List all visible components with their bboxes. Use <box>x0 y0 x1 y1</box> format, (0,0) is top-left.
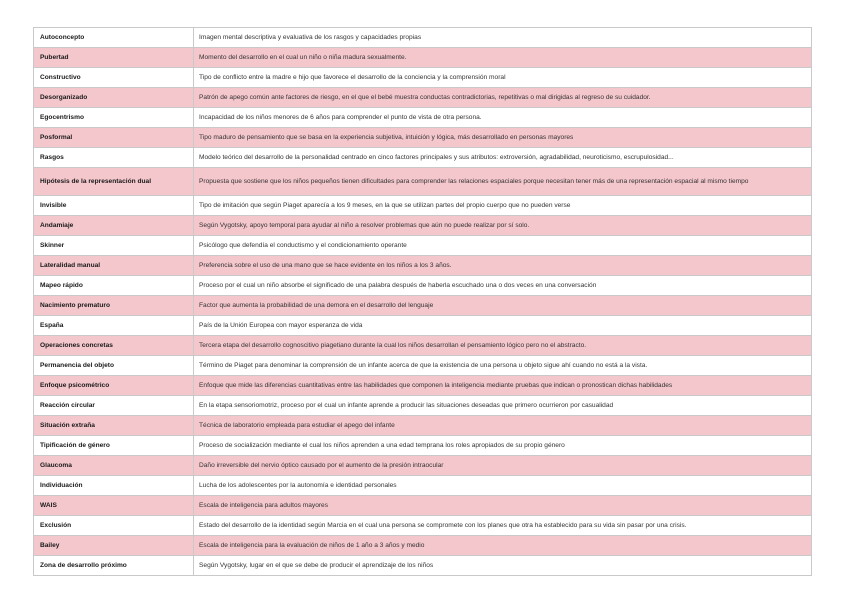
definition-cell: Momento del desarrollo en el cual un niño o niña madura sexualmente. <box>194 48 812 68</box>
table-row <box>34 216 812 236</box>
definition-cell: Según Vygotsky, lugar en el que se debe de producir el aprendizaje de los niños <box>194 556 812 576</box>
term-cell: Reacción circular <box>34 396 194 416</box>
table-row <box>34 108 812 128</box>
table-row <box>34 296 812 316</box>
term-cell: Skinner <box>34 236 194 256</box>
table-row <box>34 436 812 456</box>
term-cell: Pubertad <box>34 48 194 68</box>
table-row <box>34 456 812 476</box>
definition-cell: Imagen mental descriptiva y evaluativa de los rasgos y capacidades propias <box>194 28 812 48</box>
definition-cell: Daño irreversible del nervio óptico causado por el aumento de la presión intraocular <box>194 456 812 476</box>
term-cell: Invisible <box>34 196 194 216</box>
glossary-table-body <box>34 28 812 576</box>
table-row <box>34 316 812 336</box>
definition-cell: Escala de inteligencia para la evaluación de niños de 1 año a 3 años y medio <box>194 536 812 556</box>
definition-cell: Proceso de socialización mediante el cual los niños aprenden a una edad temprana los roles apropiados de su propio género <box>194 436 812 456</box>
term-cell: Tipificación de género <box>34 436 194 456</box>
definition-cell: Término de Piaget para denominar la comprensión de un infante acerca de que la existencia de una persona u objeto sigue ahí cuando no está a la vista. <box>194 356 812 376</box>
definition-cell: Según Vygotsky, apoyo temporal para ayudar al niño a resolver problemas que aún no puede realizar por sí solo. <box>194 216 812 236</box>
definition-cell: Proceso por el cual un niño absorbe el significado de una palabra después de haberla escuchado una o dos veces en una conversación <box>194 276 812 296</box>
term-cell: Exclusión <box>34 516 194 536</box>
table-row <box>34 276 812 296</box>
term-cell: España <box>34 316 194 336</box>
table-row <box>34 536 812 556</box>
term-cell: WAIS <box>34 496 194 516</box>
definition-cell: Factor que aumenta la probabilidad de una demora en el desarrollo del lenguaje <box>194 296 812 316</box>
definition-cell: Psicólogo que defendía el conductismo y el condicionamiento operante <box>194 236 812 256</box>
table-row <box>34 168 812 196</box>
term-cell: Permanencia del objeto <box>34 356 194 376</box>
term-cell: Desorganizado <box>34 88 194 108</box>
term-cell: Operaciones concretas <box>34 336 194 356</box>
table-row <box>34 256 812 276</box>
definition-cell: Enfoque que mide las diferencias cuantitativas entre las habilidades que componen la inteligencia mediante pruebas que indican o pronostican dichas habilidades <box>194 376 812 396</box>
term-cell: Enfoque psicométrico <box>34 376 194 396</box>
table-row <box>34 336 812 356</box>
term-cell: Mapeo rápido <box>34 276 194 296</box>
definition-cell: País de la Unión Europea con mayor esperanza de vida <box>194 316 812 336</box>
table-row <box>34 236 812 256</box>
table-row <box>34 376 812 396</box>
term-cell: Situación extraña <box>34 416 194 436</box>
term-cell: Hipótesis de la representación dual <box>34 168 194 196</box>
table-row <box>34 556 812 576</box>
table-row <box>34 48 812 68</box>
table-row <box>34 68 812 88</box>
term-cell: Posformal <box>34 128 194 148</box>
table-row <box>34 356 812 376</box>
term-cell: Autoconcepto <box>34 28 194 48</box>
term-cell: Nacimiento prematuro <box>34 296 194 316</box>
definition-cell: Tipo de conflicto entre la madre e hijo que favorece el desarrollo de la conciencia y la comprensión moral <box>194 68 812 88</box>
term-cell: Bailey <box>34 536 194 556</box>
table-row <box>34 496 812 516</box>
table-row <box>34 476 812 496</box>
term-cell: Egocentrismo <box>34 108 194 128</box>
table-row <box>34 128 812 148</box>
term-cell: Glaucoma <box>34 456 194 476</box>
definition-cell: Técnica de laboratorio empleada para estudiar el apego del infante <box>194 416 812 436</box>
table-row <box>34 28 812 48</box>
term-cell: Individuación <box>34 476 194 496</box>
glossary-table <box>33 27 812 576</box>
table-row <box>34 416 812 436</box>
definition-cell: Estado del desarrollo de la identidad según Marcia en el cual una persona se compromete con los planes que otra ha establecido para su vida sin pasar por una crisis. <box>194 516 812 536</box>
definition-cell: Modelo teórico del desarrollo de la personalidad centrado en cinco factores principales y sus atributos: extroversión, agradabilidad, neuroticismo, escrupulosidad... <box>194 148 812 168</box>
table-row <box>34 196 812 216</box>
table-row <box>34 148 812 168</box>
definition-cell: Tipo de imitación que según Piaget aparecía a los 9 meses, en la que se utilizan partes del propio cuerpo que no pueden verse <box>194 196 812 216</box>
table-row <box>34 396 812 416</box>
definition-cell: Lucha de los adolescentes por la autonomía e identidad personales <box>194 476 812 496</box>
definition-cell: Tercera etapa del desarrollo cognoscitivo piagetiano durante la cual los niños desarrollan el pensamiento lógico pero no el abstracto. <box>194 336 812 356</box>
definition-cell: En la etapa sensoriomotriz, proceso por el cual un infante aprende a producir las situaciones deseadas que primero ocurrieron por casualidad <box>194 396 812 416</box>
term-cell: Zona de desarrollo próximo <box>34 556 194 576</box>
term-cell: Andamiaje <box>34 216 194 236</box>
table-row <box>34 516 812 536</box>
definition-cell: Incapacidad de los niños menores de 6 años para comprender el punto de vista de otra persona. <box>194 108 812 128</box>
definition-cell: Tipo maduro de pensamiento que se basa en la experiencia subjetiva, intuición y lógica, más desarrollado en personas mayores <box>194 128 812 148</box>
term-cell: Rasgos <box>34 148 194 168</box>
table-row <box>34 88 812 108</box>
definition-cell: Preferencia sobre el uso de una mano que se hace evidente en los niños a los 3 años. <box>194 256 812 276</box>
definition-cell: Patrón de apego común ante factores de riesgo, en el que el bebé muestra conductas contradictorias, repetitivas o mal dirigidas al regreso de su cuidador. <box>194 88 812 108</box>
term-cell: Lateralidad manual <box>34 256 194 276</box>
term-cell: Constructivo <box>34 68 194 88</box>
definition-cell: Escala de inteligencia para adultos mayores <box>194 496 812 516</box>
definition-cell: Propuesta que sostiene que los niños pequeños tienen dificultades para comprender las relaciones espaciales porque necesitan tener más de una representación espacial al mismo tiempo <box>194 168 812 196</box>
